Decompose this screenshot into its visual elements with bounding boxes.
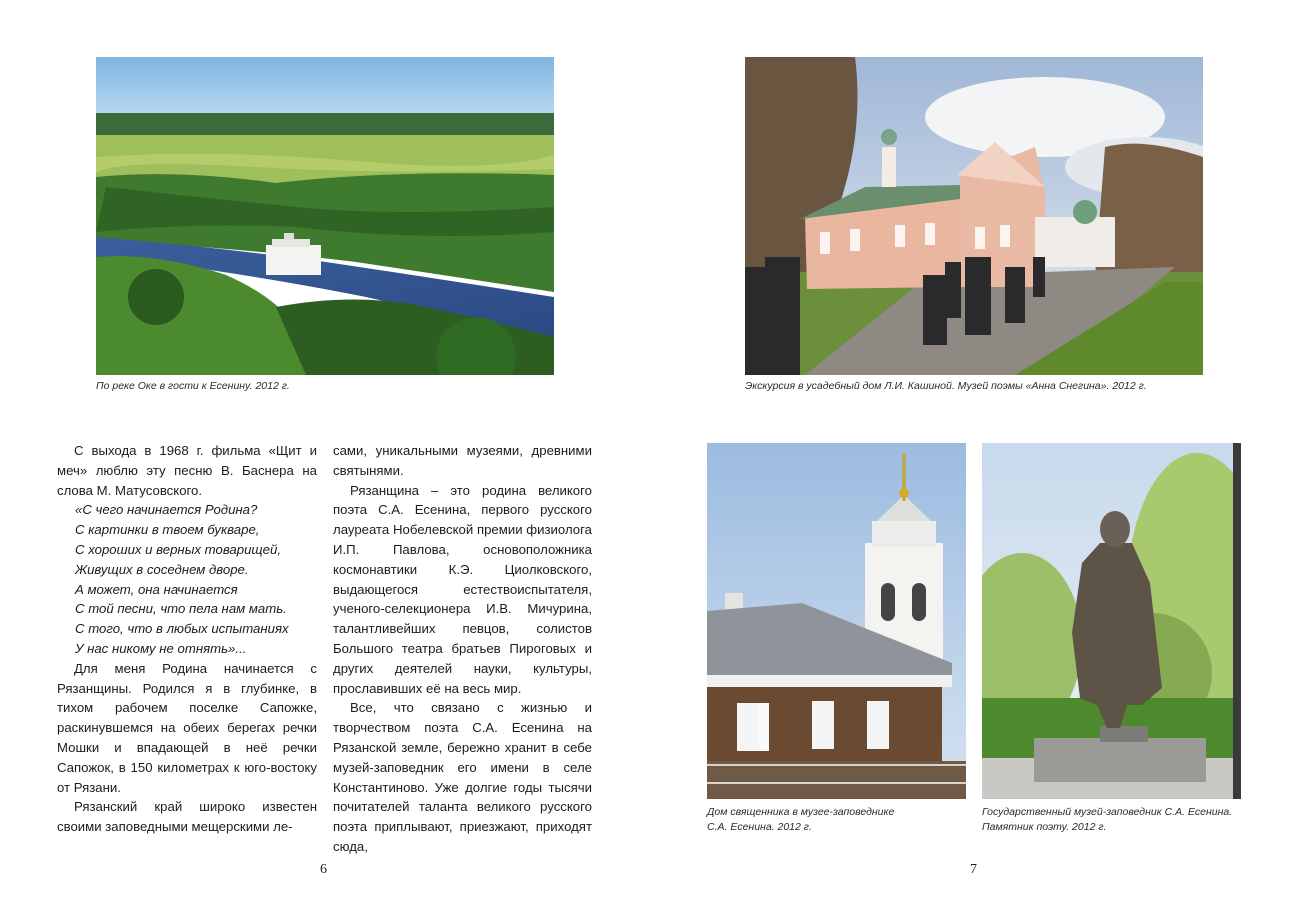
text-column-1 [57, 441, 317, 837]
verse-line: А может, она начинается [75, 581, 238, 597]
paragraph: Рязанщина – это родина великого поэта С.А. Есенина, первого русского лауреата Нобелевской премии физиолога И.П. Павлова, основоположника космонавтики К.Э. Циолковского, выдающегося естествоиспытателя, ученого-селекционера И.В. Мичурина, талантливейших певцов, солистов Большого театра братьев Пироговых и других деятелей науки, культуры, прославивших её на весь мир. [333, 482, 592, 696]
paragraph: Все, что связано с жизнью и творчеством поэта С.А. Есенина на Рязанской земле, бережно хранит в себе музей-заповедник его имени в селе Константиново. Уже долгие годы тысячи почитателей таланта великого русского поэта приплывают, приезжают, приходят сюда, [333, 700, 592, 854]
paragraph: Для меня Родина начинается с Рязанщины. Родился я в глубинке, в тихом рабочем поселке Сапожке, раскинувшемся на обеих берегах речки Мошки и впадающей в неё речки Сапожок, в 150 километрах к юго-востоку от Рязани. [57, 660, 317, 795]
river-landscape-photo [96, 57, 554, 375]
verse-line: У нас никому не отнять»... [75, 640, 247, 656]
paragraph: С выхода в 1968 г. фильма «Щит и меч» люблю эту песню В. Баснера на слова М. Матусовского. [57, 443, 317, 498]
caption-line: Государственный музей-заповедник С.А. Есенина. [982, 806, 1233, 818]
verse-line: С той песни, что пела нам мать. [75, 601, 287, 617]
caption-line: С.А. Есенина. 2012 г. [707, 821, 812, 833]
paragraph: сами, уникальными музеями, древними святынями. [333, 443, 592, 478]
text-column-2 [333, 441, 592, 857]
priest-house-caption [707, 805, 894, 835]
kashina-caption: Экскурсия в усадебный дом Л.И. Кашиной. Музей поэмы «Анна Снегина». 2012 г. [745, 380, 1147, 392]
verse-line: С того, что в любых испытаниях [75, 621, 289, 637]
verse-line: С картинки в твоем букваре, [75, 522, 260, 538]
oka-caption: По реке Оке в гости к Есенину. 2012 г. [96, 380, 290, 392]
paragraph: Рязанский край широко известен своими заповедными мещерскими ле- [57, 799, 317, 835]
verse-line: Живущих в соседнем дворе. [75, 561, 249, 577]
esenin-monument-photo [982, 443, 1241, 799]
caption-line: Дом священника в музее-заповеднике [707, 806, 895, 818]
monument-caption [982, 805, 1232, 835]
manor-house-excursion-photo [745, 57, 1203, 375]
priest-house-church-photo [707, 443, 966, 799]
page-number-right: 7 [970, 862, 977, 877]
page-number-left: 6 [320, 862, 327, 877]
verse-line: «С чего начинается Родина? [75, 502, 258, 518]
caption-line: Памятник поэту. 2012 г. [982, 821, 1107, 833]
verse-line: С хороших и верных товарищей, [75, 541, 281, 557]
